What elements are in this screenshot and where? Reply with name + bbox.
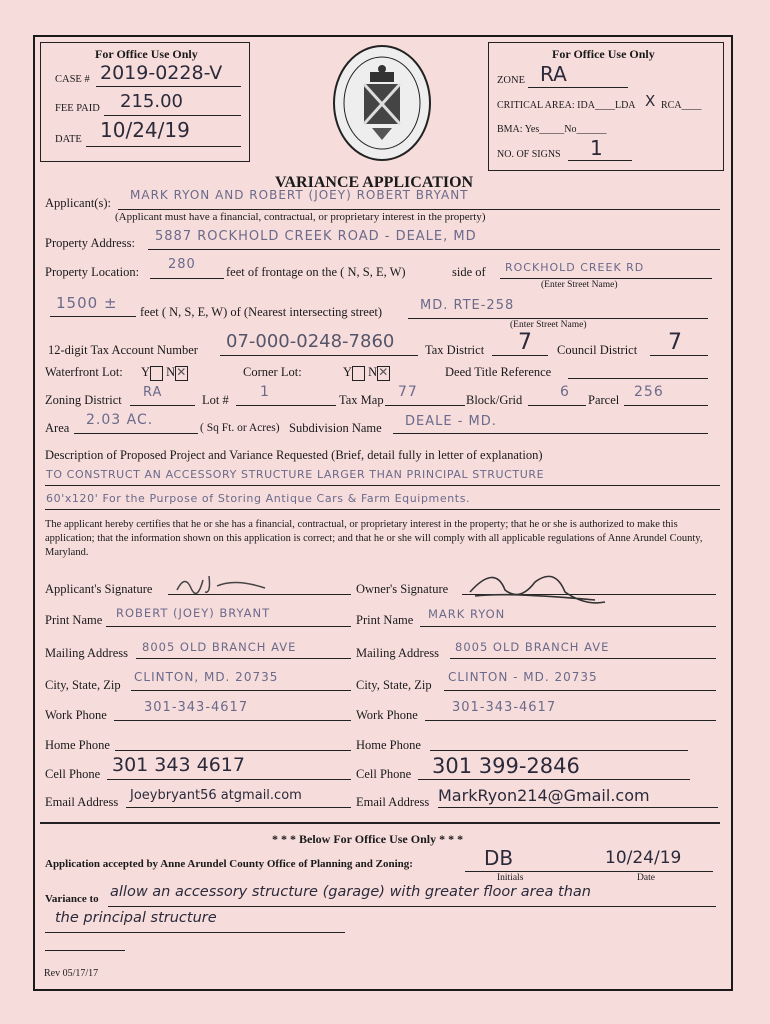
corner-no-checkbox[interactable] xyxy=(377,366,390,381)
property-location-label: Property Location: xyxy=(45,265,140,279)
tax-map-value[interactable]: 77 xyxy=(398,384,418,400)
description-label: Description of Proposed Project and Variance Requested (Brief, detail fully in letter of explanation) xyxy=(45,448,543,462)
owner-work-phone[interactable]: 301-343-4617 xyxy=(452,700,557,715)
case-value[interactable]: 2019-0228-V xyxy=(100,62,223,84)
print-name-label-owner: Print Name xyxy=(356,613,414,627)
cell-phone-label-applicant: Cell Phone xyxy=(45,767,101,781)
county-seal-icon xyxy=(332,44,432,162)
zoning-district-label: Zoning District xyxy=(45,393,122,407)
tax-map-label: Tax Map xyxy=(339,393,384,407)
office-use-bottom-title: * * * Below For Office Use Only * * * xyxy=(272,832,464,846)
area-value[interactable]: 2.03 AC. xyxy=(86,412,154,428)
cell-phone-label-owner: Cell Phone xyxy=(356,767,412,781)
applicant-print-name[interactable]: ROBERT (JOEY) BRYANT xyxy=(116,606,271,620)
waterfront-no-checkbox[interactable] xyxy=(175,366,188,381)
applicant-email[interactable]: Joeybryant56 atgmail.com xyxy=(130,788,302,803)
corner-y: Y N✕ xyxy=(343,365,390,381)
subdivision-value[interactable]: DEALE - MD. xyxy=(405,414,497,429)
waterfront-label: Waterfront Lot: xyxy=(45,365,123,379)
street-caption-1: (Enter Street Name) xyxy=(541,280,618,290)
owner-email[interactable]: MarkRyon214@Gmail.com xyxy=(438,786,650,805)
owner-signature-label: Owner's Signature xyxy=(356,582,449,596)
parcel-value[interactable]: 256 xyxy=(634,384,664,400)
accepted-label: Application accepted by Anne Arundel County Office of Planning and Zoning: xyxy=(45,858,413,870)
deed-label: Deed Title Reference xyxy=(445,365,552,379)
owner-city[interactable]: CLINTON - MD. 20735 xyxy=(448,670,598,684)
fee-value[interactable]: 215.00 xyxy=(120,91,183,112)
mailing-label-owner: Mailing Address xyxy=(356,646,439,660)
zone-value[interactable]: RA xyxy=(540,62,567,86)
corner-label: Corner Lot: xyxy=(243,365,302,379)
property-address-value[interactable]: 5887 ROCKHOLD CREEK ROAD - DEALE, MD xyxy=(155,229,477,244)
nearest-street-value[interactable]: MD. RTE-258 xyxy=(420,298,515,313)
work-phone-label-applicant: Work Phone xyxy=(45,708,107,722)
zone-label: ZONE xyxy=(497,75,525,86)
owner-mailing[interactable]: 8005 OLD BRANCH AVE xyxy=(455,640,610,654)
office-use-title-right: For Office Use Only xyxy=(552,47,655,61)
applicant-city[interactable]: CLINTON, MD. 20735 xyxy=(134,670,279,684)
block-value[interactable]: 6 xyxy=(560,384,570,400)
corner-yes-checkbox[interactable] xyxy=(352,366,365,381)
date-value[interactable]: 10/24/19 xyxy=(100,118,190,142)
frontage-text: feet of frontage on the ( N, S, E, W) xyxy=(226,265,406,279)
case-label: CASE # xyxy=(55,74,90,85)
block-label: Block/Grid xyxy=(466,393,523,407)
certification-text: The applicant hereby certifies that he or she has a financial, contractual, or proprietary interest in the property; that he or she is authorized to make this application; that the information shown on this application is correct; and that he or she will comply with all applicable regulations of Anne Arundel County, Maryland. xyxy=(45,519,703,558)
applicant-note: (Applicant must have a financial, contractual, or proprietary interest in the property) xyxy=(115,211,486,223)
council-district-label: Council District xyxy=(557,343,638,357)
critical-area-value[interactable]: X xyxy=(645,92,656,110)
lot-value[interactable]: 1 xyxy=(260,384,270,400)
frontage-feet-value[interactable]: 280 xyxy=(168,257,196,272)
property-address-label: Property Address: xyxy=(45,236,135,250)
home-phone-label-owner: Home Phone xyxy=(356,738,421,752)
applicant-mailing[interactable]: 8005 OLD BRANCH AVE xyxy=(142,640,297,654)
variance-line-2[interactable]: the principal structure xyxy=(55,910,217,926)
critical-area-rca: RCA____ xyxy=(661,100,702,111)
city-label-applicant: City, State, Zip xyxy=(45,678,121,692)
tax-district-label: Tax District xyxy=(425,343,485,357)
critical-area-label: CRITICAL AREA: IDA____LDA xyxy=(497,100,636,111)
signs-label: NO. OF SIGNS xyxy=(497,149,561,160)
lot-label: Lot # xyxy=(202,393,229,407)
home-phone-label-applicant: Home Phone xyxy=(45,738,110,752)
email-label-applicant: Email Address xyxy=(45,795,119,809)
area-label: Area xyxy=(45,421,70,435)
zoning-district-value[interactable]: RA xyxy=(143,385,163,400)
council-district-value[interactable]: 7 xyxy=(668,330,682,355)
office-use-title-left: For Office Use Only xyxy=(95,47,198,61)
side-of-value[interactable]: ROCKHOLD CREEK RD xyxy=(505,261,645,274)
variance-line-1[interactable]: allow an accessory structure (garage) with greater floor area than xyxy=(110,884,591,900)
tax-district-value[interactable]: 7 xyxy=(518,330,532,355)
signs-value[interactable]: 1 xyxy=(590,136,603,160)
mailing-label-applicant: Mailing Address xyxy=(45,646,128,660)
work-phone-label-owner: Work Phone xyxy=(356,708,418,722)
revision-text: Rev 05/17/17 xyxy=(44,968,99,979)
initials-value[interactable]: DB xyxy=(484,846,514,870)
waterfront-yes-checkbox[interactable] xyxy=(150,366,163,381)
description-line-2[interactable]: 60'x120' For the Purpose of Storing Antique Cars & Farm Equipments. xyxy=(46,492,471,505)
subdivision-label: Subdivision Name xyxy=(289,421,382,435)
side-of-label: side of xyxy=(452,265,486,279)
applicant-cell-phone[interactable]: 301 343 4617 xyxy=(112,754,245,776)
date-caption: Date xyxy=(637,873,655,883)
applicant-value[interactable]: MARK RYON AND ROBERT (JOEY) ROBERT BRYANT xyxy=(130,188,469,202)
owner-print-name[interactable]: MARK RYON xyxy=(428,607,506,621)
tax-account-label: 12-digit Tax Account Number xyxy=(48,343,198,357)
tax-account-value[interactable]: 07-000-0248-7860 xyxy=(226,331,395,352)
description-line-1[interactable]: TO CONSTRUCT AN ACCESSORY STRUCTURE LARGER THAN PRINCIPAL STRUCTURE xyxy=(46,468,545,481)
date-label: DATE xyxy=(55,134,82,145)
page-title: VARIANCE APPLICATION xyxy=(275,174,474,191)
variance-label: Variance to xyxy=(45,893,99,905)
email-label-owner: Email Address xyxy=(356,795,430,809)
applicant-signature-icon[interactable] xyxy=(175,570,275,596)
area-unit: ( Sq Ft. or Acres) xyxy=(200,422,280,434)
accepted-date-value[interactable]: 10/24/19 xyxy=(605,848,682,868)
applicant-label: Applicant(s): xyxy=(45,196,111,210)
nearest-text: feet ( N, S, E, W) of (Nearest intersecting street) xyxy=(140,305,383,319)
applicant-work-phone[interactable]: 301-343-4617 xyxy=(144,700,249,715)
waterfront-y: Y N✕ xyxy=(141,365,188,381)
applicant-signature-label: Applicant's Signature xyxy=(45,582,153,596)
owner-signature-icon[interactable] xyxy=(465,562,610,610)
bma-label: BMA: Yes_____No______ xyxy=(497,124,607,135)
city-label-owner: City, State, Zip xyxy=(356,678,432,692)
print-name-label-applicant: Print Name xyxy=(45,613,103,627)
parcel-label: Parcel xyxy=(588,393,620,407)
owner-cell-phone[interactable]: 301 399-2846 xyxy=(432,754,580,778)
street-caption-2: (Enter Street Name) xyxy=(510,320,587,330)
fee-label: FEE PAID xyxy=(55,103,100,114)
nearest-feet-value[interactable]: 1500 ± xyxy=(56,294,118,312)
initials-caption: Initials xyxy=(497,873,524,883)
